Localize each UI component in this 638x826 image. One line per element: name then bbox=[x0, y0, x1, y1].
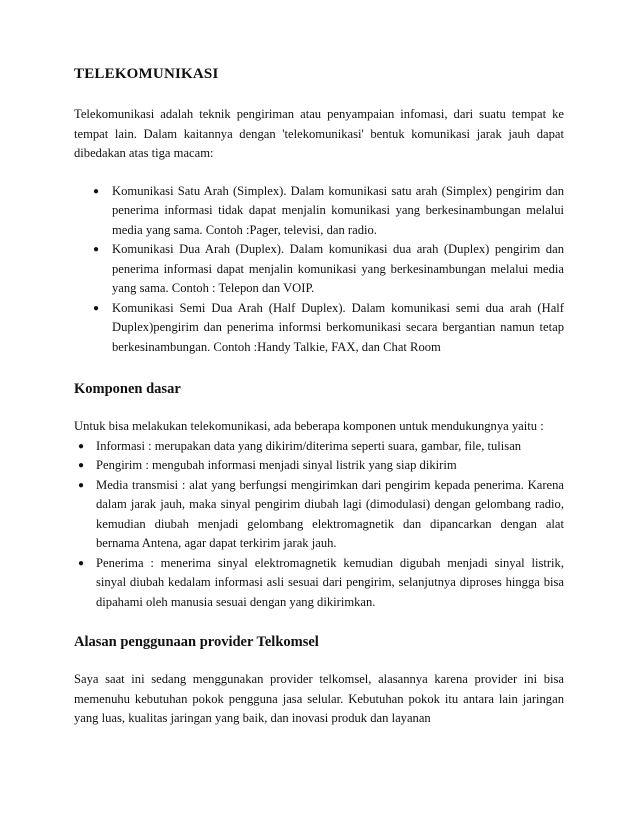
section-body-paragraph: Saya saat ini sedang menggunakan provider telkomsel, alasannya karena provider ini bisa memenuhu kebutuhan pokok pengguna jasa selular. Kebutuhan pokok itu antara lain jaringan yang luas, kualitas jaringan yang baik, dan inovasi produk dan layanan bbox=[74, 672, 564, 725]
list-item-penerima bbox=[74, 554, 564, 613]
components-list bbox=[74, 437, 564, 613]
bullet-icon: ● bbox=[78, 557, 85, 569]
list-item-text: Komunikasi Semi Dua Arah (Half Duplex). Dalam komunikasi semi dua arah (Half Duplex)pengirim dan penerima informsi berkomunikasi secara bergantian namun tetap berkesinambungan. Contoh :Handy Talkie, FAX, dan Chat Room bbox=[112, 300, 564, 354]
list-item-text: Pengirim : mengubah informasi menjadi sinyal listrik yang siap dikirim bbox=[96, 458, 457, 472]
bullet-icon: ● bbox=[93, 185, 100, 197]
list-item-duplex bbox=[74, 240, 564, 299]
intro-paragraph: Telekomunikasi adalah teknik pengiriman atau penyampaian infomasi, dari suatu tempat ke tempat lain. Dalam kaitannya dengan 'telekomunikasi' bentuk komunikasi jarak jauh dapat dibedakan atas tiga macam: bbox=[74, 107, 564, 160]
bullet-icon: ● bbox=[93, 244, 100, 255]
list-item-text: Komunikasi Satu Arah (Simplex). Dalam komunikasi satu arah (Simplex) pengirim dan penerima informasi tidak dapat menjalin komunikasi yang berkesinambungan melalui media yang sama. Contoh :Pager, televisi, dan radio. bbox=[112, 183, 564, 237]
bullet-icon: ● bbox=[78, 460, 85, 471]
list-item-text: Komunikasi Dua Arah (Duplex). Dalam komunikasi dua arah (Duplex) pengirim dan penerima informasi dapat menjalin komunikasi yang berkesinambungan melalui media yang sama. Contoh : Telepon dan VOIP. bbox=[112, 242, 564, 295]
section-heading-komponen: Komponen dasar bbox=[74, 381, 181, 397]
list-item-simplex bbox=[74, 182, 564, 241]
section-intro-paragraph: Untuk bisa melakukan telekomunikasi, ada beberapa komponen untuk mendukungnya yaitu : bbox=[74, 419, 544, 433]
list-item-text: Media transmisi : alat yang berfungsi mengirimkan dari pengirim kepada penerima. Karena dalam jarak jauh, maka sinyal pengirim diubah lagi (dimodulasi) dengan gelombang radio, kemudian diubah menjadi gelombang elektromagnetik dan dipancarkan dengan alat bernama Antena, agar dapat terkirim jarak jauh. bbox=[96, 477, 564, 550]
list-item-pengirim bbox=[74, 456, 564, 476]
section-heading-alasan: Alasan penggunaan provider Telkomsel bbox=[74, 634, 319, 650]
list-item-media-transmisi bbox=[74, 476, 564, 554]
list-item-informasi bbox=[74, 437, 564, 457]
bullet-icon: ● bbox=[78, 479, 85, 491]
document-title: TELEKOMUNIKASI bbox=[74, 66, 219, 82]
list-item-half-duplex bbox=[74, 299, 564, 358]
bullet-icon: ● bbox=[93, 302, 100, 314]
list-item-text: Penerima : menerima sinyal elektromagnetik kemudian digubah menjadi sinyal listrik, sinyal diubah kedalam informasi asli sesuai dari pengirim, selanjutnya diproses hingga bisa dipahami oleh manusia sesuai dengan yang dikirimkan. bbox=[96, 555, 564, 609]
bullet-icon: ● bbox=[78, 440, 85, 452]
communication-types-list bbox=[74, 182, 564, 358]
list-item-text: Informasi : merupakan data yang dikirim/diterima seperti suara, gambar, file, tulisan bbox=[96, 438, 522, 453]
